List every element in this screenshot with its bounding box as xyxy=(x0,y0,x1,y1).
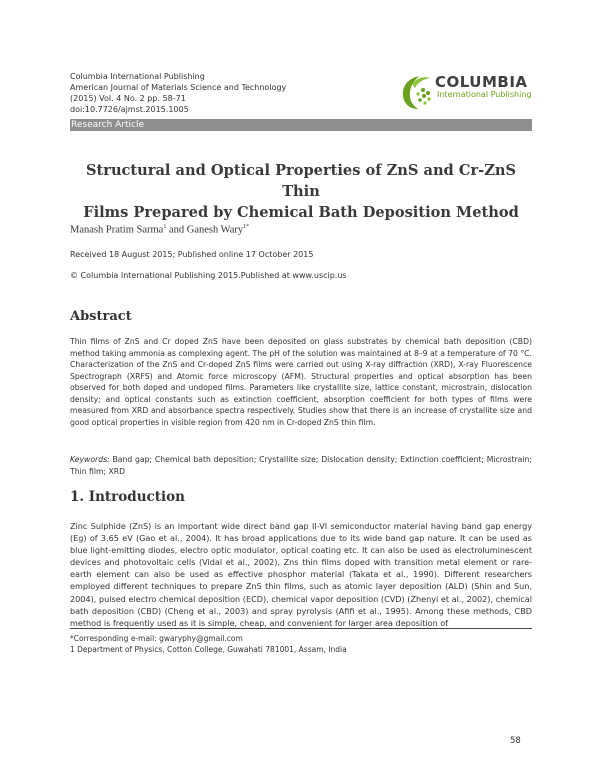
publisher-line: Columbia International Publishing xyxy=(70,72,205,81)
footnote-divider xyxy=(70,628,532,629)
article-type-bar xyxy=(70,119,532,131)
volume-line: (2015) Vol. 4 No. 2 pp. 58-71 xyxy=(70,94,186,103)
journal-name: American Journal of Materials Science and Technology xyxy=(70,83,287,92)
logo-name: COLUMBIA xyxy=(435,73,528,91)
corresponding-email: *Corresponding e-mail: gwaryphy@gmail.com xyxy=(70,634,243,643)
copyright-line: © Columbia International Publishing 2015.Published at www.uscip.us xyxy=(70,271,347,280)
logo-subtitle: International Publishing xyxy=(437,90,532,99)
introduction-text: Zinc Sulphide (ZnS) is an important wide direct band gap II-VI semiconductor material having band gap energy (Eg) of 3.65 eV (Gao et al., 2004). It has broad applications due to its wide band gap nature. It can be used as blue light-emitting diodes, electro optic modulator, optical coating etc. It can also be used as electroluminescent devices and photovoltaic cells (Vidal et al., 2002). Zns thin films doped with transition metal element or rare-earth element can also be used as effective phosphor material (Takata et al., 1990). Different researchers employed different techniques to prepare ZnS thin films, such as atomic layer deposition (ALD) (Shin and Sun, 2004), pulsed electro chemical deposition (ECD), chemical vapor deposition (CVD) (Zhenyi et al., 2002), chemical bath deposition (CBD) (Cheng et al., 2003) and spray pyrolysis (Afifi et al., 1995). Among these methods, CBD method is frequently used as it is simple, cheap, and convenient for larger area deposition of xyxy=(70,521,532,628)
title-line-1: Structural and Optical Properties of ZnS and Cr-ZnS Thin xyxy=(85,162,517,200)
author-2-affiliation-number: 1 xyxy=(243,224,247,230)
author-connector: and xyxy=(166,224,187,236)
authors xyxy=(70,224,249,236)
introduction-heading: 1. Introduction xyxy=(70,489,185,505)
abstract-text: Thin films of ZnS and Cr doped ZnS have been deposited on glass substrates by chemical bath deposition (CBD) method taking ammonia as complexing agent. The pH of the solution was maintained at 8–9 at a temperature of 70 °C. Characterization of the ZnS and Cr-doped ZnS films were carried out using X-ray diffraction (XRD), X-ray Fluorescence Spectrograph (XRFS) and Atomic force microscopy (AFM). Structural properties and optical absorption has been observed for both doped and undoped films. Parameters like crystallite size, lattice constant, microstrain, dislocation density; and optical constants such as extinction coefficient, absorption coefficient for both types of films were measured from XRD and absorbance spectra respectively. Studies show that there is an increase of crystallite size and good optical properties in visible region from 420 nm in Cr-doped ZnS thin film. xyxy=(70,337,532,427)
page-number: 58 xyxy=(510,736,521,746)
corresponding-mark: * xyxy=(246,224,250,230)
journal-info xyxy=(70,71,286,115)
author-2-affiliation xyxy=(243,224,249,230)
author-1: Manash Pratim Sarma xyxy=(70,224,164,236)
keywords-label: Keywords: xyxy=(70,455,110,464)
author-1-affiliation: 1 xyxy=(163,224,167,230)
footnotes xyxy=(70,633,347,655)
doi-line: doi:10.7726/ajmst.2015.1005 xyxy=(70,105,189,114)
affiliation-note: 1 Department of Physics, Cotton College, Guwahati 781001, Assam, India xyxy=(70,645,347,654)
author-2: Ganesh Wary xyxy=(186,224,244,236)
paper-title xyxy=(70,160,532,223)
title-line-2: Films Prepared by Chemical Bath Deposition Method xyxy=(83,204,519,221)
keywords xyxy=(70,454,532,477)
received-date: Received 18 August 2015; Published online 17 October 2015 xyxy=(70,250,314,259)
article-type: Research Article xyxy=(71,120,145,130)
logo-text xyxy=(435,74,532,100)
keywords-list: Band gap; Chemical bath deposition; Crystallite size; Dislocation density; Extinction coefficient; Microstrain; Thin film; XRD xyxy=(70,455,532,476)
abstract-heading: Abstract xyxy=(70,309,132,324)
